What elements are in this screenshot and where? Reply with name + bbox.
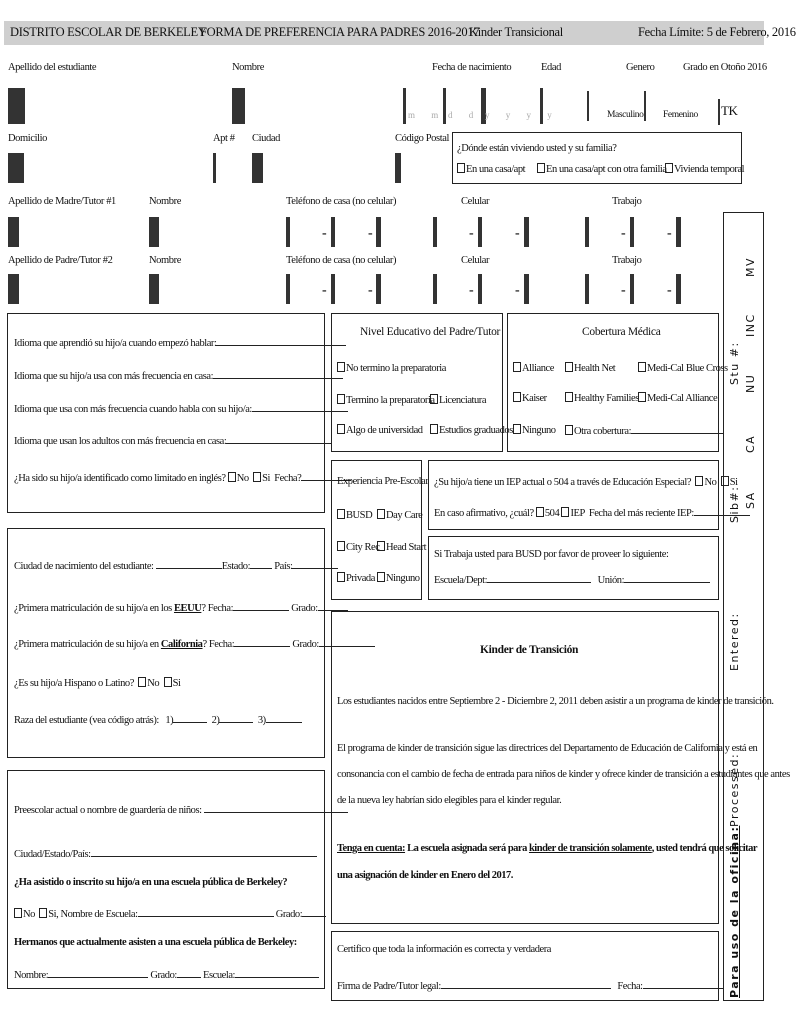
label-mother-work: Trabajo bbox=[612, 196, 642, 207]
label-father-last: Apellido de Padre/Tutor #2 bbox=[8, 255, 113, 266]
housing-opt2[interactable]: En una casa/apt con otra familia bbox=[537, 163, 667, 175]
zip-boxes[interactable] bbox=[395, 153, 441, 183]
housing-panel bbox=[452, 132, 745, 184]
label-grade: Grado en Otoño 2016 bbox=[683, 62, 767, 73]
lang-q2[interactable]: Idioma que su hijo/a usa con más frecuencia en casa: bbox=[14, 369, 343, 382]
pre-opt4[interactable]: Head Start bbox=[377, 541, 426, 553]
med-opt6[interactable]: Medi-Cal Alliance bbox=[638, 392, 717, 404]
mother-phone-area[interactable] bbox=[286, 217, 319, 247]
student-first-boxes[interactable] bbox=[232, 88, 396, 124]
label-mother-last: Apellido de Madre/Tutor #1 bbox=[8, 196, 116, 207]
medical-title: Cobertura Médica bbox=[582, 326, 661, 338]
tk-p2b: consonancia con el cambio de fecha de entrada para niños de kinder y ofrece kinder de transición a estudiantes que antes bbox=[337, 769, 790, 780]
office-code-inc: INC bbox=[744, 313, 757, 337]
edu-opt3[interactable]: Licenciatura bbox=[430, 394, 486, 406]
mother-cell-mid[interactable] bbox=[478, 217, 513, 247]
preschool-panel bbox=[7, 770, 325, 989]
busd-panel bbox=[428, 536, 719, 600]
certify-panel bbox=[331, 931, 719, 1001]
preschool-city[interactable]: Ciudad/Estado/País: bbox=[14, 847, 317, 860]
label-student-last: Apellido del estudiante bbox=[8, 62, 97, 73]
mother-cell-end[interactable] bbox=[524, 217, 570, 247]
med-opt5[interactable]: Healthy Families bbox=[565, 392, 639, 404]
father-phone-area[interactable] bbox=[286, 274, 319, 304]
education-panel bbox=[331, 313, 513, 452]
label-father-work: Trabajo bbox=[612, 255, 642, 266]
med-opt3[interactable]: Medi-Cal Blue Cross bbox=[638, 362, 728, 374]
mother-first-boxes[interactable] bbox=[149, 217, 272, 247]
race-question[interactable]: Raza del estudiante (vea código atrás): 1) 2) 3) bbox=[14, 713, 302, 726]
birth-city[interactable]: Ciudad de nacimiento del estudiante: Estado: País: bbox=[14, 559, 338, 572]
pre-opt3[interactable]: City Rec bbox=[337, 541, 379, 553]
sibling-entry[interactable]: Nombre: Grado: Escuela: bbox=[14, 968, 319, 981]
med-opt1[interactable]: Alliance bbox=[513, 362, 554, 374]
tk-note-2: una asignación de kinder en Enero del 2017. bbox=[337, 870, 513, 881]
label-dob: Fecha de nacimiento bbox=[432, 62, 512, 73]
certify-text: Certifico que toda la información es correcta y verdadera bbox=[337, 944, 551, 955]
education-title: Nivel Educativo del Padre/Tutor bbox=[360, 326, 501, 338]
hispanic-question[interactable]: ¿Es su hijo/a Hispano o Latino? No Si bbox=[14, 678, 181, 689]
district-name: DISTRITO ESCOLAR DE BERKELEY bbox=[10, 25, 207, 39]
office-title: Para uso de la oficina: bbox=[728, 825, 741, 998]
pre-opt5[interactable]: Privada bbox=[337, 572, 375, 584]
housing-opt1[interactable]: En una casa/apt bbox=[457, 163, 525, 175]
edu-opt4[interactable]: Algo de universidad bbox=[337, 424, 423, 436]
edu-opt2[interactable]: Termino la preparatoria bbox=[337, 394, 435, 406]
tk-title: Kinder de Transición bbox=[480, 644, 579, 656]
age-boxes[interactable] bbox=[540, 88, 566, 124]
tk-p2c: de la nueva ley habrían sido elegibles para el kinder regular. bbox=[337, 795, 562, 806]
office-sib: Sib#: bbox=[728, 485, 741, 523]
edu-opt5[interactable]: Estudios graduados bbox=[430, 424, 513, 436]
first-us-enroll[interactable]: ¿Primera matriculación de su hijo/a en los EEUU? Fecha: Grado: bbox=[14, 601, 348, 614]
form-title: FORMA DE PREFERENCIA PARA PADRES 2016-2017 bbox=[200, 25, 480, 39]
office-use-panel bbox=[723, 212, 764, 1001]
office-processed: Processed: bbox=[728, 752, 741, 827]
father-cell-area[interactable] bbox=[433, 274, 466, 304]
lang-q3[interactable]: Idioma que usa con más frecuencia cuando habla con su hijo/a: bbox=[14, 402, 348, 415]
preschool-exp-title: Experiencia Pre-Escolar bbox=[337, 476, 429, 487]
birth-panel bbox=[7, 528, 325, 758]
iep-which[interactable]: En caso afirmativo, ¿cuál? 504 IEP Fecha del más reciente IEP: bbox=[434, 506, 750, 519]
label-apt: Apt # bbox=[213, 133, 235, 144]
attended-answer[interactable]: No Si, Nombre de Escuela: Grado: bbox=[14, 907, 326, 920]
pre-opt2[interactable]: Day Care bbox=[377, 509, 422, 521]
label-gender: Genero bbox=[626, 62, 655, 73]
mother-work-mid[interactable] bbox=[630, 217, 665, 247]
office-code-ca: CA bbox=[744, 434, 757, 453]
dob-yyyy-hint: y y y y bbox=[485, 110, 559, 120]
med-opt4[interactable]: Kaiser bbox=[513, 392, 547, 404]
apt-boxes[interactable] bbox=[213, 153, 243, 183]
preschool-exp-panel bbox=[331, 460, 429, 600]
signature-line[interactable]: Firma de Padre/Tutor legal: Fecha: bbox=[337, 979, 723, 992]
tk-note: Tenga en cuenta: La escuela asignada será para kinder de transición solamente, usted tendrá que solicitar bbox=[337, 843, 758, 854]
father-cell-end[interactable] bbox=[524, 274, 570, 304]
label-male: Masculino bbox=[607, 110, 644, 120]
father-last-boxes[interactable] bbox=[8, 274, 142, 304]
mother-last-boxes[interactable] bbox=[8, 217, 142, 247]
dob-dd-hint: d d bbox=[448, 110, 481, 120]
siblings-question: Hermanos que actualmente asisten a una escuela pública de Berkeley: bbox=[14, 937, 297, 948]
father-phone-end[interactable] bbox=[376, 274, 422, 304]
lang-q1[interactable]: Idioma que aprendió su hijo/a cuando empezó hablar: bbox=[14, 336, 346, 349]
form-header bbox=[4, 21, 796, 45]
label-zip: Código Postal bbox=[395, 133, 450, 144]
male-checkbox[interactable] bbox=[587, 91, 602, 121]
office-entered: Entered: bbox=[728, 612, 741, 671]
father-phone-mid[interactable] bbox=[331, 274, 366, 304]
mother-work-end[interactable] bbox=[676, 217, 720, 247]
label-father-phone: Teléfono de casa (no celular) bbox=[286, 255, 397, 266]
office-code-sa: SA bbox=[744, 491, 757, 509]
mother-phone-end[interactable] bbox=[376, 217, 422, 247]
first-ca-enroll[interactable]: ¿Primera matriculación de su hijo/a en California? Fecha: Grado: bbox=[14, 637, 375, 650]
label-domicile: Domicilio bbox=[8, 133, 47, 144]
father-work-end[interactable] bbox=[676, 274, 720, 304]
office-stu: Stu #: bbox=[728, 341, 741, 385]
medical-panel bbox=[507, 313, 728, 452]
pre-opt6[interactable]: Ninguno bbox=[377, 572, 420, 584]
housing-opt3[interactable]: Vivienda temporal bbox=[665, 163, 744, 175]
label-mother-first: Nombre bbox=[149, 196, 182, 207]
father-first-boxes[interactable] bbox=[149, 274, 272, 304]
med-opt7[interactable]: Ninguno bbox=[513, 424, 556, 436]
mother-phone-mid[interactable] bbox=[331, 217, 366, 247]
grade-value: TK bbox=[721, 103, 738, 118]
busd-dept[interactable]: Escuela/Dept: Unión: bbox=[434, 573, 710, 586]
lang-q5[interactable]: ¿Ha sido su hijo/a identificado como limitado en inglés? No Si Fecha? bbox=[14, 471, 351, 484]
language-panel bbox=[7, 313, 325, 513]
father-work-mid[interactable] bbox=[630, 274, 665, 304]
tk-p2a: El programa de kinder de transición sigue las directrices del Departamento de Educación de California y está en bbox=[337, 743, 758, 754]
busd-question: Si Trabaja usted para BUSD por favor de proveer lo siguiente: bbox=[434, 549, 669, 560]
label-city: Ciudad bbox=[252, 133, 280, 144]
iep-question[interactable]: ¿Su hijo/a tiene un IEP actual o 504 a través de Educación Especial? No Si bbox=[434, 477, 738, 488]
father-work-area[interactable] bbox=[585, 274, 618, 304]
label-mother-cell: Celular bbox=[461, 196, 490, 207]
tk-p1: Los estudiantes nacidos entre Septiembre 2 - Diciembre 2, 2011 deben asistir a un programa de kinder de transición. bbox=[337, 696, 774, 707]
lang-q4[interactable]: Idioma que usan los adultos con más frecuencia en casa: bbox=[14, 434, 332, 447]
female-checkbox[interactable] bbox=[644, 91, 659, 121]
edu-opt1[interactable]: No termino la preparatoria bbox=[337, 362, 446, 374]
office-code-mv: MV bbox=[744, 256, 757, 277]
domicile-boxes[interactable] bbox=[8, 153, 206, 183]
label-father-cell: Celular bbox=[461, 255, 490, 266]
mother-work-area[interactable] bbox=[585, 217, 618, 247]
label-student-first: Nombre bbox=[232, 62, 265, 73]
student-last-boxes[interactable] bbox=[8, 88, 226, 124]
office-code-nu: NU bbox=[744, 373, 757, 393]
attended-question: ¿Ha asistido o inscrito su hijo/a en una escuela pública de Berkeley? bbox=[14, 877, 288, 888]
label-mother-phone: Teléfono de casa (no celular) bbox=[286, 196, 397, 207]
mother-cell-area[interactable] bbox=[433, 217, 466, 247]
dob-mm-hint: m m bbox=[408, 110, 446, 120]
label-female: Femenino bbox=[663, 110, 698, 120]
housing-question: ¿Dónde están viviendo usted y su familia? bbox=[457, 143, 617, 154]
label-age: Edad bbox=[541, 62, 561, 73]
med-opt2[interactable]: Health Net bbox=[565, 362, 615, 374]
city-boxes[interactable] bbox=[252, 153, 387, 183]
med-opt8[interactable]: Otra cobertura: bbox=[565, 424, 723, 437]
deadline: Fecha Límite: 5 de Febrero, 2016 bbox=[638, 25, 796, 39]
label-father-first: Nombre bbox=[149, 255, 182, 266]
father-cell-mid[interactable] bbox=[478, 274, 513, 304]
current-preschool[interactable]: Preescolar actual o nombre de guardería de niños: bbox=[14, 803, 348, 816]
program-name: Kinder Transicional bbox=[469, 25, 563, 39]
pre-opt1[interactable]: BUSD bbox=[337, 509, 372, 521]
